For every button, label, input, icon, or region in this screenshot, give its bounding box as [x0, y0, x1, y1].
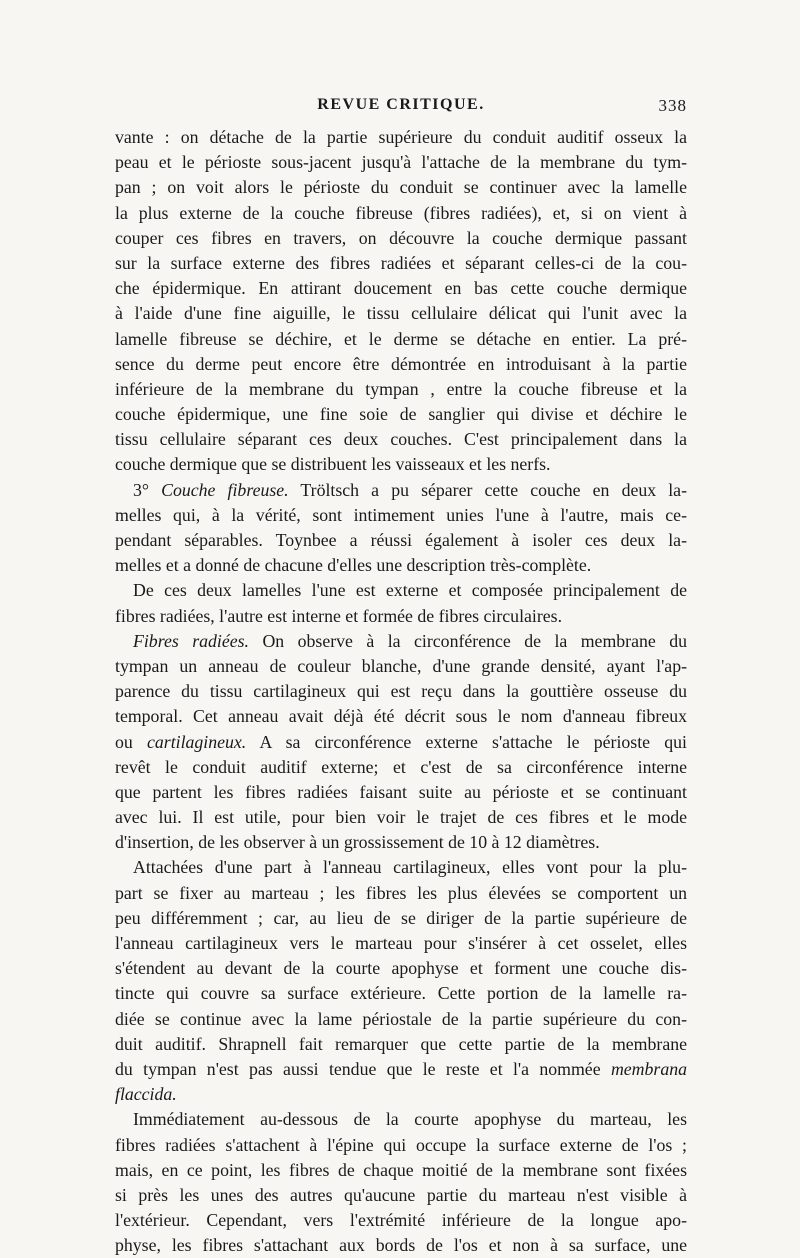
line-text: sur la surface externe des fibres radiées et séparant celles-ci de la cou-	[115, 252, 687, 273]
text-line	[115, 201, 687, 226]
line-text: peu différemment ; car, au lieu de se diriger de la partie supérieure de	[115, 907, 687, 928]
text-line	[115, 402, 687, 427]
text-line	[115, 855, 687, 880]
line-text: ou	[115, 731, 147, 752]
text-line	[115, 276, 687, 301]
text-line	[115, 175, 687, 200]
line-text: che épidermique. En attirant doucement en bas cette couche dermique	[115, 278, 687, 299]
line-text: si près les unes des autres qu'aucune partie du marteau n'est visible à	[115, 1184, 687, 1205]
text-line	[115, 1032, 687, 1057]
text-line	[115, 679, 687, 704]
line-text: que partent les fibres radiées faisant suite au périoste et se continuant	[115, 781, 687, 802]
line-text: fibres radiées, l'autre est interne et formée de fibres circulaires.	[115, 605, 563, 626]
line-text: Attachées d'une part à l'anneau cartilagineux, elles vont pour la plu-	[133, 857, 687, 878]
line-text: melles et a donné de chacune d'elles une description très-complète.	[115, 555, 592, 576]
text-line	[115, 1007, 687, 1032]
text-line	[115, 301, 687, 326]
line-text: De ces deux lamelles l'une est externe et composée principalement de	[133, 580, 687, 601]
text-line	[115, 251, 687, 276]
text-line	[115, 730, 687, 755]
line-text: revêt le conduit auditif externe; et c'est de sa circonférence interne	[115, 756, 687, 777]
text-line	[115, 881, 687, 906]
line-text: du tympan n'est pas aussi tendue que le reste et l'a nommée	[115, 1058, 611, 1079]
line-text: inférieure de la membrane du tympan , entre la couche fibreuse et la	[115, 378, 687, 399]
italic-text: flaccida.	[115, 1084, 177, 1105]
text-line	[115, 805, 687, 830]
text-line	[115, 1107, 687, 1132]
line-text: s'étendent au devant de la courte apophyse et forment une couche dis-	[115, 958, 687, 979]
text-line	[115, 578, 687, 603]
line-text: physe, les fibres s'attachant aux bords de l'os et non à sa surface, une	[115, 1235, 687, 1256]
line-text: pan ; on voit alors le périoste du conduit se continuer avec la lamelle	[115, 177, 687, 198]
running-head	[115, 96, 687, 122]
line-text: l'anneau cartilagineux vers le marteau pour s'insérer à cet osselet, elles	[115, 933, 687, 953]
text-line	[115, 226, 687, 251]
line-text: parence du tissu cartilagineux qui est reçu dans la gouttière osseuse du	[115, 681, 687, 702]
text-line	[115, 478, 687, 503]
text-line	[115, 1158, 687, 1183]
line-text: couche dermique que se distribuent les vaisseaux et les nerfs.	[115, 454, 551, 475]
text-line	[115, 377, 687, 402]
line-text: temporal. Cet anneau avait déjà été décrit sous le nom d'anneau fibreux	[115, 706, 687, 727]
text-line	[115, 528, 687, 553]
line-text: lamelle fibreuse se déchire, et le derme se détache en entier. La pré-	[115, 328, 687, 349]
italic-text: membrana	[610, 1058, 687, 1079]
line-text: melles qui, à la vérité, sont intimement unies l'une à l'autre, mais ce-	[115, 504, 687, 525]
text-line	[115, 427, 687, 452]
text-line	[115, 956, 687, 981]
line-text: Tröltsch a pu séparer cette couche en deux la-	[288, 479, 687, 500]
line-text: l'extérieur. Cependant, vers l'extrémité inférieure de la longue apo-	[115, 1210, 687, 1231]
line-text: diée se continue avec la lame périostale de la partie supérieure du con-	[115, 1008, 687, 1029]
text-line	[115, 150, 687, 175]
text-line	[115, 1233, 687, 1258]
line-text: à l'aide d'une fine aiguille, le tissu cellulaire délicat qui l'unit avec la	[115, 303, 687, 324]
text-line	[115, 1057, 687, 1082]
italic-text: cartilagineux.	[147, 731, 247, 752]
text-line	[115, 906, 687, 931]
line-text: tympan un anneau de couleur blanche, d'une grande densité, ayant l'ap-	[115, 655, 687, 676]
text-line	[115, 503, 687, 528]
line-text: avec lui. Il est utile, pour bien voir le trajet de ces fibres et le mode	[115, 807, 687, 828]
line-text: sence du derme peut encore être démontrée en introduisant à la partie	[115, 353, 687, 374]
line-text: On observe à la circonférence de la membrane du	[249, 630, 687, 651]
line-text: couper ces fibres en travers, on découvre la couche dermique passant	[115, 227, 687, 248]
text-line	[115, 654, 687, 679]
page-number: 338	[658, 96, 687, 115]
text-line	[115, 1133, 687, 1158]
text-line	[115, 830, 687, 855]
line-text: mais, en ce point, les fibres de chaque moitié de la membrane sont fixées	[115, 1159, 687, 1180]
line-text: tincte qui couvre sa surface extérieure. Cette portion de la lamelle ra-	[115, 983, 687, 1004]
italic-text: Couche fibreuse.	[161, 479, 289, 500]
text-line	[115, 780, 687, 805]
text-line	[115, 327, 687, 352]
line-text: part se fixer au marteau ; les fibres les plus élevées se comportent un	[115, 882, 687, 903]
text-line	[115, 1208, 687, 1233]
line-text: peau et le périoste sous-jacent jusqu'à l'attache de la membrane du tym-	[115, 152, 687, 173]
text-line	[115, 704, 687, 729]
text-line	[115, 553, 687, 578]
text-line	[115, 1183, 687, 1208]
text-line	[115, 125, 687, 150]
text-line	[115, 604, 687, 629]
line-text: 3°	[133, 479, 162, 500]
line-text: vante : on détache de la partie supérieure du conduit auditif osseux la	[115, 127, 687, 147]
line-text: Immédiatement au-dessous de la courte apophyse du marteau, les	[133, 1109, 687, 1130]
line-text: duit auditif. Shrapnell fait remarquer que cette partie de la membrane	[115, 1033, 687, 1054]
text-line	[115, 931, 687, 956]
line-text: A sa circonférence externe s'attache le périoste qui	[246, 731, 687, 752]
text-line	[115, 981, 687, 1006]
text-line	[115, 1082, 687, 1107]
line-text: couche épidermique, une fine soie de sanglier qui divise et déchire le	[115, 404, 687, 425]
line-text: fibres radiées s'attachent à l'épine qui occupe la surface externe de l'os ;	[115, 1134, 687, 1155]
line-text: d'insertion, de les observer à un grossissement de 10 à 12 diamètres.	[115, 832, 600, 853]
line-text: pendant séparables. Toynbee a réussi également à isoler ces deux la-	[115, 530, 687, 550]
text-line	[115, 352, 687, 377]
text-line	[115, 452, 687, 477]
line-text: tissu cellulaire séparant ces deux couches. C'est principalement dans la	[115, 429, 687, 450]
body-text	[115, 125, 687, 1258]
line-text: la plus externe de la couche fibreuse (fibres radiées), et, si on vient à	[115, 202, 687, 223]
running-title: REVUE CRITIQUE.	[317, 96, 485, 113]
text-line	[115, 629, 687, 654]
text-line	[115, 755, 687, 780]
italic-text: Fibres radiées.	[133, 630, 250, 651]
